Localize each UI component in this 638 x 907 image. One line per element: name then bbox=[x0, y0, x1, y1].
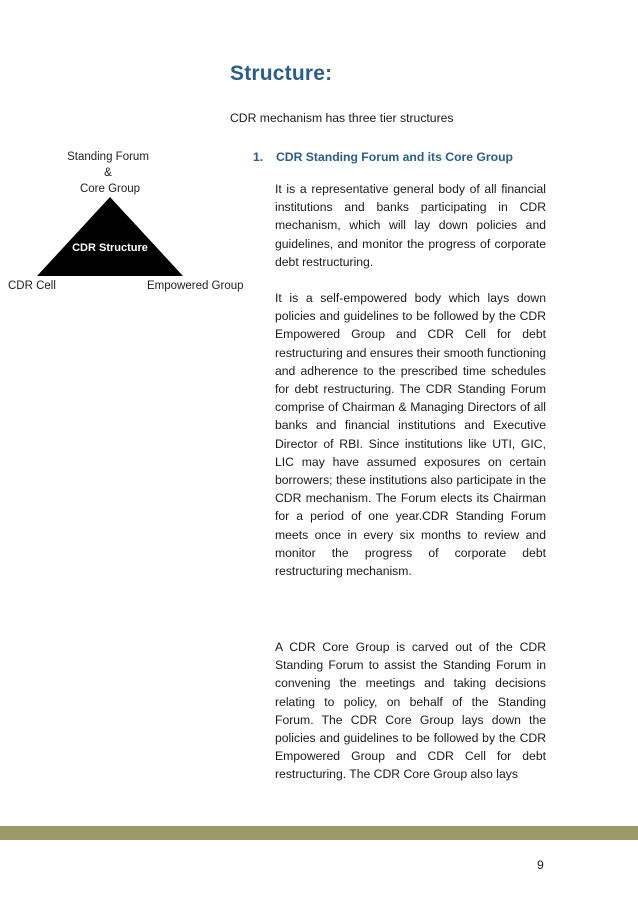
list-item-title bbox=[253, 150, 513, 164]
cdr-structure-diagram bbox=[0, 140, 245, 300]
diagram-center-label: CDR Structure bbox=[72, 242, 148, 254]
page-number: 9 bbox=[537, 858, 544, 872]
diagram-top-label-line3: Core Group bbox=[79, 183, 141, 195]
footer-bar bbox=[0, 826, 638, 840]
list-item-heading: CDR Standing Forum and its Core Group bbox=[276, 150, 513, 164]
list-item-number: 1. bbox=[253, 150, 264, 164]
structure-triangle bbox=[37, 197, 183, 276]
paragraph-3: A CDR Core Group is carved out of the CDR Standing Forum to assist the Standing Forum in convening the meetings and taking decisions relating to policy, on behalf of the Standing Forum. The CDR Core Group lays down the policies and guidelines to be followed by the CDR Empowered Group and CDR Cell for debt restructuring. The CDR Core Group also lays bbox=[275, 640, 546, 782]
paragraph-2: It is a self-empowered body which lays down policies and guidelines to be followed by the CDR Empowered Group and CDR Cell for debt restructuring and ensures their smooth functioning and adherence to the prescribed time schedules for debt restructuring. The CDR Standing Forum comprise of Chairman & Managing Directors of all banks and financial institutions and Executive Director of RBI. Since institutions like UTI, GIC, LIC may have assumed exposures on certain borrowers; these institutions also participate in the CDR mechanism. The Forum elects its Chairman for a period of one year.CDR Standing Forum meets once in every six months to review and monitor the progress of corporate debt restructuring mechanism. bbox=[275, 291, 546, 579]
diagram-left-label: CDR Cell bbox=[8, 280, 56, 292]
paragraph-1: It is a representative general body of all financial institutions and banks participating in CDR mechanism, which will lay down policies and guidelines, and monitor the progress of corporate debt restructuring. bbox=[275, 182, 546, 269]
intro-text: CDR mechanism has three tier structures bbox=[230, 111, 454, 125]
page-heading: Structure: bbox=[230, 62, 333, 85]
diagram-top-label-line2: & bbox=[104, 167, 112, 179]
diagram-right-label: Empowered Group bbox=[147, 280, 244, 292]
diagram-top-label-line1: Standing Forum bbox=[67, 151, 149, 163]
